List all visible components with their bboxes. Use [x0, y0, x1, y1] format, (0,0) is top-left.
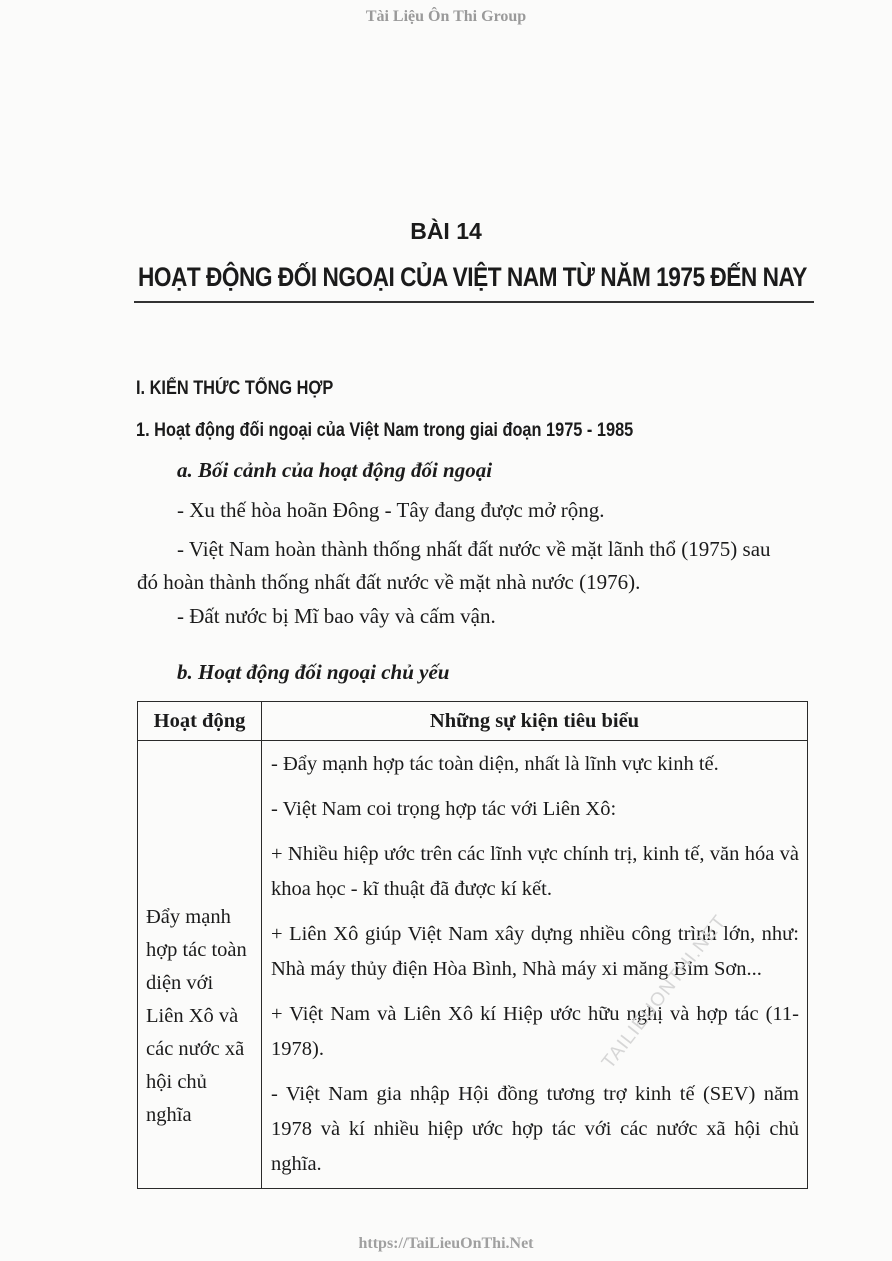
event-item: - Việt Nam coi trọng hợp tác với Liên Xô:: [271, 798, 617, 820]
part-b-heading: b. Hoạt động đối ngoại chủ yếu: [177, 660, 450, 684]
table-row: [138, 741, 808, 1189]
section-heading: I. KIẾN THỨC TỔNG HỢP: [136, 378, 334, 399]
table-header-row: [138, 702, 808, 741]
part-a-heading: a. Bối cảnh của hoạt động đối ngoại: [177, 458, 493, 482]
context-line-4: - Đất nước bị Mĩ bao vây và cấm vận.: [177, 604, 496, 628]
watermark-text: TAILIEUONTHI.NET: [598, 911, 731, 1073]
activity-text: Đẩy mạnh hợp tác toàn diện với Liên Xô và các nước xã hội chủ nghĩa: [146, 906, 247, 1126]
event-item: + Nhiều hiệp ước trên các lĩnh vực chính trị, kinh tế, văn hóa và khoa học - kĩ thuật đã được kí kết.: [271, 843, 799, 900]
event-item: - Đẩy mạnh hợp tác toàn diện, nhất là lĩnh vực kinh tế.: [271, 753, 719, 775]
subsection-heading: 1. Hoạt động đối ngoại của Việt Nam trong giai đoạn 1975 - 1985: [136, 420, 634, 441]
lesson-title: HOẠT ĐỘNG ĐỐI NGOẠI CỦA VIỆT NAM TỪ NĂM 1975 ĐẾN NAY: [138, 262, 807, 292]
title-underline: [134, 301, 814, 303]
footer-url-link[interactable]: https://TaiLieuOnThi.Net: [358, 1235, 534, 1252]
lesson-number: BÀI 14: [410, 218, 482, 244]
events-list: [262, 741, 807, 1188]
header-group-name: Tài Liệu Ôn Thi Group: [365, 8, 527, 25]
events-cell: [262, 741, 808, 1189]
header-activity: Hoạt động: [138, 702, 262, 741]
context-line-2: - Việt Nam hoàn thành thống nhất đất nước về mặt lãnh thổ (1975) sau: [177, 537, 771, 561]
context-line-3: đó hoàn thành thống nhất đất nước về mặt nhà nước (1976).: [137, 570, 641, 594]
event-item: + Việt Nam và Liên Xô kí Hiệp ước hữu nghị và hợp tác (11-1978).: [271, 1003, 799, 1060]
event-item: - Việt Nam gia nhập Hội đồng tương trợ kinh tế (SEV) năm 1978 và kí nhiều hiệp ước hợp tác với các nước xã hội chủ nghĩa.: [271, 1083, 799, 1175]
context-line-1: - Xu thế hòa hoãn Đông - Tây đang được mở rộng.: [177, 498, 605, 522]
activity-cell: [138, 741, 262, 1189]
event-item: + Liên Xô giúp Việt Nam xây dựng nhiều công trình lớn, như: Nhà máy thủy điện Hòa Bình, Nhà máy xi măng Bỉm Sơn...: [271, 923, 799, 980]
header-events: Những sự kiện tiêu biểu: [262, 702, 808, 741]
